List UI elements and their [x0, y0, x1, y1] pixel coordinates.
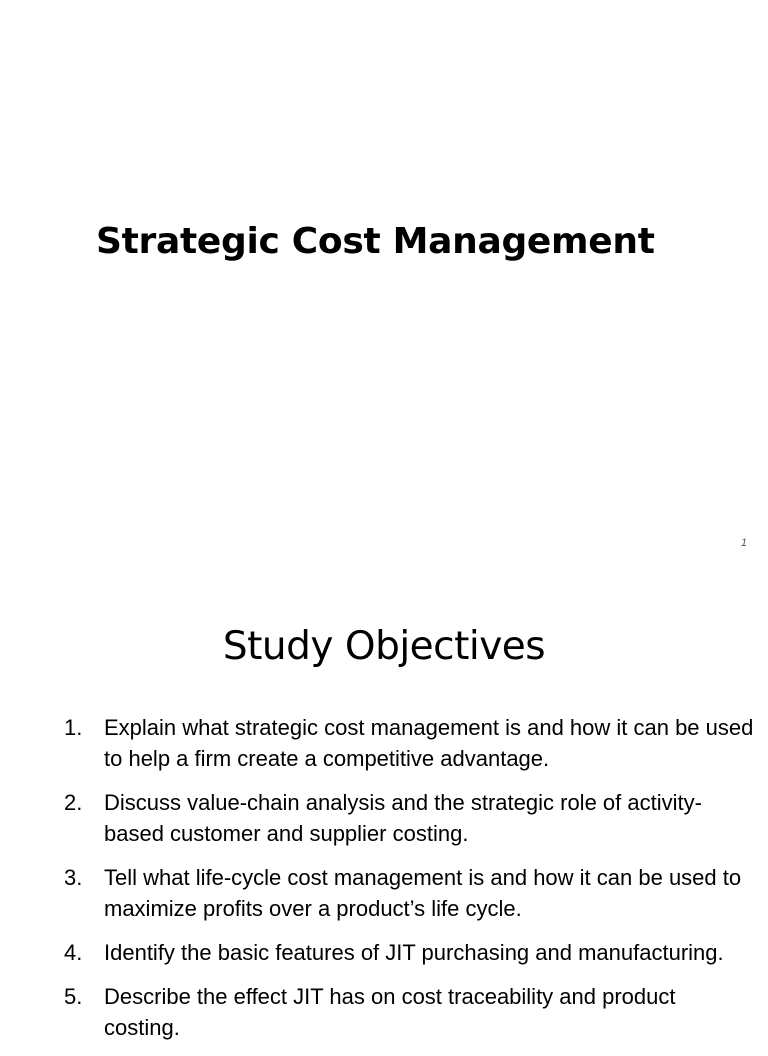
slide-2-title: Study Objectives	[222, 624, 546, 669]
objective-text: Discuss value-chain analysis and the strategic role of activity-based customer and supplier costing.	[104, 790, 702, 846]
objective-number: 3.	[64, 865, 83, 890]
objective-item	[64, 787, 754, 849]
objective-number: 2.	[64, 790, 83, 815]
objective-number: 1.	[64, 715, 83, 740]
slide-1-title: Strategic Cost Management	[96, 221, 655, 262]
objective-text: Explain what strategic cost management is and how it can be used to help a firm create a competitive advantage.	[104, 715, 754, 771]
objective-item	[64, 937, 754, 968]
slide-2	[0, 576, 768, 1040]
objective-item	[64, 862, 754, 924]
page-number: 1	[740, 537, 747, 549]
objective-text: Describe the effect JIT has on cost traceability and product costing.	[104, 984, 676, 1040]
objective-item	[64, 981, 754, 1043]
objective-text: Identify the basic features of JIT purchasing and manufacturing.	[104, 940, 724, 965]
objectives-list	[64, 712, 754, 1056]
objective-text: Tell what life-cycle cost management is and how it can be used to maximize profits over a product’s life cycle.	[104, 865, 742, 921]
objective-number: 5.	[64, 984, 83, 1009]
objective-item	[64, 712, 754, 774]
objective-number: 4.	[64, 940, 83, 965]
